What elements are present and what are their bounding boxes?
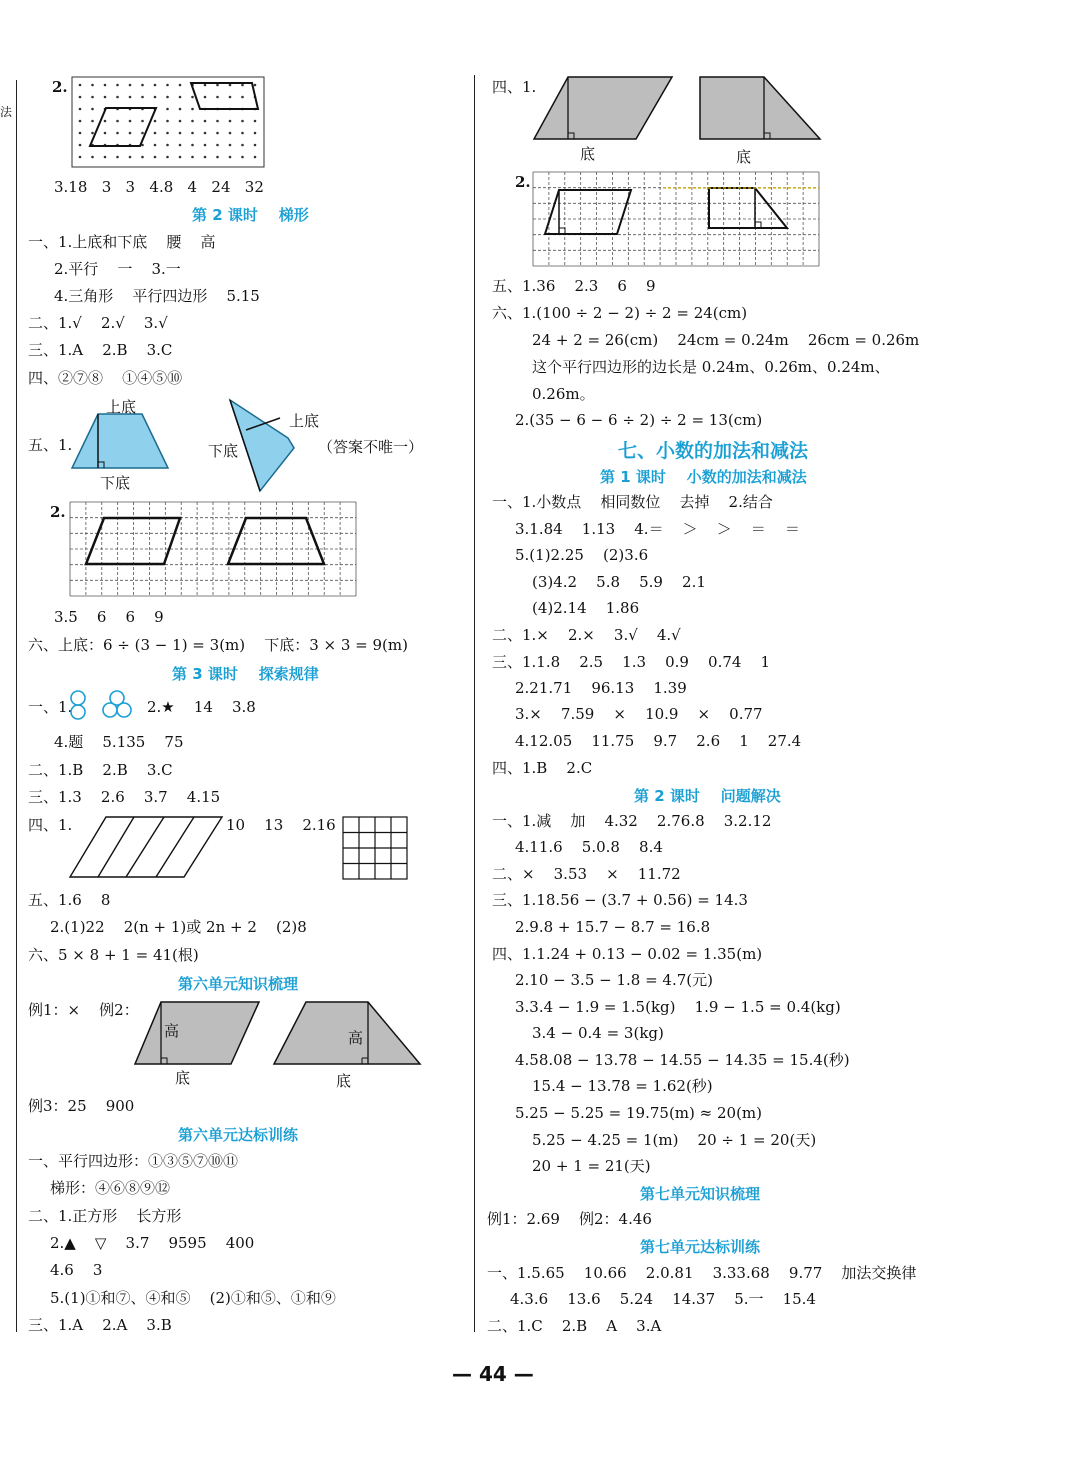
answer-line: 2.	[50, 503, 66, 521]
answer-line: 2.	[515, 173, 531, 191]
answer-line: 二、1.B 2.B 3.C	[28, 761, 173, 779]
parallelogram-strip-figure	[68, 815, 224, 879]
section-heading: 第 2 课时 梯形	[192, 206, 309, 224]
answer-line: 五、1.6 8	[28, 891, 111, 909]
fig-label-height: 高	[348, 1029, 364, 1047]
answer-line: 四、1.1.24 + 0.13 − 0.02 = 1.35(m)	[492, 945, 763, 963]
answer-line: 二、1.C 2.B A 3.A	[487, 1317, 662, 1335]
answer-line: 2.▲ ▽ 3.7 9595 400	[50, 1234, 255, 1252]
answer-line: 4.3.6 13.6 5.24 14.37 5.一 15.4	[510, 1290, 816, 1308]
page-dash-right: —	[513, 1362, 534, 1386]
page-number: 44	[478, 1362, 507, 1386]
fig-label-base: 底	[580, 145, 596, 163]
answer-line: 4.12.05 11.75 9.7 2.6 1 27.4	[515, 732, 802, 750]
answer-line: 三、1.A 2.B 3.C	[28, 341, 173, 359]
answer-line: 这个平行四边形的边长是 0.24m、0.26m、0.24m、	[532, 358, 890, 376]
fig-label-bottom: 下底	[208, 442, 239, 460]
answer-line: 梯形：④⑥⑧⑨⑫	[50, 1179, 171, 1197]
section-heading: 第七单元知识梳理	[640, 1185, 761, 1203]
answer-line: 10 13 2.16	[226, 816, 336, 834]
answer-line: (4)2.14 1.86	[532, 599, 640, 617]
answer-note: （答案不唯一）	[318, 438, 424, 456]
trapezoid-base-figure	[698, 75, 822, 141]
answer-line: 二、1.√ 2.√ 3.√	[28, 314, 168, 332]
answer-line: 24 + 2 = 26(cm) 24cm = 0.24m 26cm = 0.26m	[532, 331, 920, 349]
fig-label-base: 底	[175, 1069, 191, 1087]
answer-line: 一、1.小数点 相同数位 去掉 2.结合	[492, 493, 773, 511]
answer-line: 20 + 1 = 21(天)	[532, 1157, 651, 1175]
trapezoid-figure-1	[70, 410, 170, 470]
answer-line: 二、1.× 2.× 3.√ 4.√	[492, 626, 681, 644]
answer-line: 5.(1)2.25 (2)3.6	[515, 546, 649, 564]
answer-line: 0.26m。	[532, 385, 595, 403]
answer-line: 二、× 3.53 × 11.72	[492, 865, 681, 883]
parallelogram-shape	[191, 83, 258, 109]
answer-line: 一、平行四边形：①③⑤⑦⑩⑪	[28, 1152, 239, 1170]
answer-line: 4.三角形 平行四边形 5.15	[54, 287, 260, 305]
answer-line: 4.题 5.135 75	[54, 733, 184, 751]
fig-label-top: 上底	[106, 398, 137, 416]
answer-line: 5.(1)①和⑦、④和⑤ (2)①和⑤、①和⑨	[50, 1289, 336, 1307]
fig-label-top: 上底	[289, 412, 320, 430]
answer-line: 一、1.减 加 4.32 2.76.8 3.2.12	[492, 812, 772, 830]
answer-line: 六、1.(100 ÷ 2 − 2) ÷ 2 = 24(cm)	[492, 304, 748, 322]
trapezoid-figure-2	[228, 398, 298, 493]
answer-line: 3.× 7.59 × 10.9 × 0.77	[515, 705, 763, 723]
answer-line: 2.(1)22 2(n + 1)或 2n + 2 (2)8	[50, 918, 307, 936]
answer-line: 2.9.8 + 15.7 − 8.7 = 16.8	[515, 918, 711, 936]
circle-figures	[68, 690, 138, 722]
section-heading: 第 3 课时 探索规律	[172, 665, 319, 683]
fig-label-base: 底	[336, 1072, 352, 1090]
answer-line: 2.21.71 96.13 1.39	[515, 679, 687, 697]
answer-line: 15.4 − 13.78 = 1.62(秒)	[532, 1077, 713, 1095]
answer-line: 六、5 × 8 + 1 = 41(根)	[28, 946, 199, 964]
answer-line: 2.(35 − 6 − 6 ÷ 2) ÷ 2 = 13(cm)	[515, 411, 763, 429]
height-grid-figure	[533, 172, 821, 268]
parallelogram-height-figure	[133, 1000, 261, 1066]
answer-line: 四、1.	[28, 816, 73, 834]
answer-line: (3)4.2 5.8 5.9 2.1	[532, 573, 706, 591]
page-number-row	[452, 1362, 534, 1386]
answer-line: 3.1.84 1.13 4.＝ ＞ ＞ ＝ ＝	[515, 520, 800, 538]
answer-line: 2.★ 14 3.8	[147, 698, 256, 716]
answer-line: 一、1.5.65 10.66 2.0.81 3.33.68 9.77 加法交换律	[487, 1264, 917, 1282]
answer-line: 例3：25 900	[28, 1097, 135, 1115]
square-grid-figure	[70, 502, 356, 598]
section-heading: 第六单元达标训练	[178, 1126, 299, 1144]
trapezoid-height-figure	[272, 1000, 422, 1066]
answer-line: 3.5 6 6 9	[54, 608, 164, 626]
answer-line: 4.11.6 5.0.8 8.4	[515, 838, 663, 856]
parallelogram-base-figure	[532, 75, 674, 141]
margin-mark: 法	[0, 105, 13, 119]
answer-line: 六、上底：6 ÷ (3 − 1) = 3(m) 下底：3 × 3 = 9(m)	[28, 636, 408, 654]
answer-line: 3.3.4 − 1.9 = 1.5(kg) 1.9 − 1.5 = 0.4(kg)	[515, 998, 841, 1016]
answer-line: 三、1.3 2.6 3.7 4.15	[28, 788, 221, 806]
column-divider-mid	[474, 75, 475, 1332]
parallelogram-shape-2	[90, 108, 156, 146]
answer-line: 例1：2.69 例2：4.46	[487, 1210, 652, 1228]
answer-line: 3.4 − 0.4 = 3(kg)	[532, 1024, 664, 1042]
answer-line: 2.平行 一 3.一	[54, 260, 181, 278]
square-grid-4x4	[342, 816, 408, 880]
fig-label-height: 高	[164, 1022, 180, 1040]
answer-line: 2.10 − 3.5 − 1.8 = 4.7(元)	[515, 971, 713, 989]
chapter-heading: 七、小数的加法和减法	[618, 440, 809, 462]
fig-label-base: 底	[736, 148, 752, 166]
page-dash-left: —	[452, 1362, 472, 1386]
answer-line: 3.18 3 3 4.8 4 24 32	[54, 178, 264, 196]
answer-line: 5.25 − 5.25 = 19.75(m) ≈ 20(m)	[515, 1104, 762, 1122]
answer-line: 4.6 3	[50, 1261, 103, 1279]
answer-line: 4.58.08 − 13.78 − 14.55 − 14.35 = 15.4(秒)	[515, 1051, 850, 1069]
answer-line: 5.25 − 4.25 = 1(m) 20 ÷ 1 = 20(天)	[532, 1131, 817, 1149]
column-divider-left	[16, 80, 17, 1332]
section-heading: 第 2 课时 问题解决	[634, 787, 781, 805]
section-heading: 第七单元达标训练	[640, 1238, 761, 1256]
answer-line: 例1：× 例2：	[28, 1001, 139, 1019]
answer-line: 三、1.A 2.A 3.B	[28, 1316, 172, 1334]
answer-line: 二、1.正方形 长方形	[28, 1207, 182, 1225]
answer-line: 三、1.1.8 2.5 1.3 0.9 0.74 1	[492, 653, 771, 671]
fig-label-bottom: 下底	[100, 474, 131, 492]
answer-line: 一、1.	[28, 698, 73, 716]
section-heading: 第 1 课时 小数的加法和减法	[600, 468, 807, 486]
answer-line: 五、1.	[28, 436, 73, 454]
section-heading: 第六单元知识梳理	[178, 975, 299, 993]
answer-line: 三、1.18.56 − (3.7 + 0.56) = 14.3	[492, 891, 748, 909]
answer-line: 一、1.上底和下底 腰 高	[28, 233, 216, 251]
answer-line: 四、1.B 2.C	[492, 759, 593, 777]
answer-line: 四、②⑦⑧ ①④⑤⑩	[28, 369, 183, 387]
answer-line: 五、1.36 2.3 6 9	[492, 277, 656, 295]
dot-grid-figure	[72, 77, 264, 167]
q2-label: 2.	[52, 78, 68, 96]
answer-line: 四、1.	[492, 78, 537, 96]
